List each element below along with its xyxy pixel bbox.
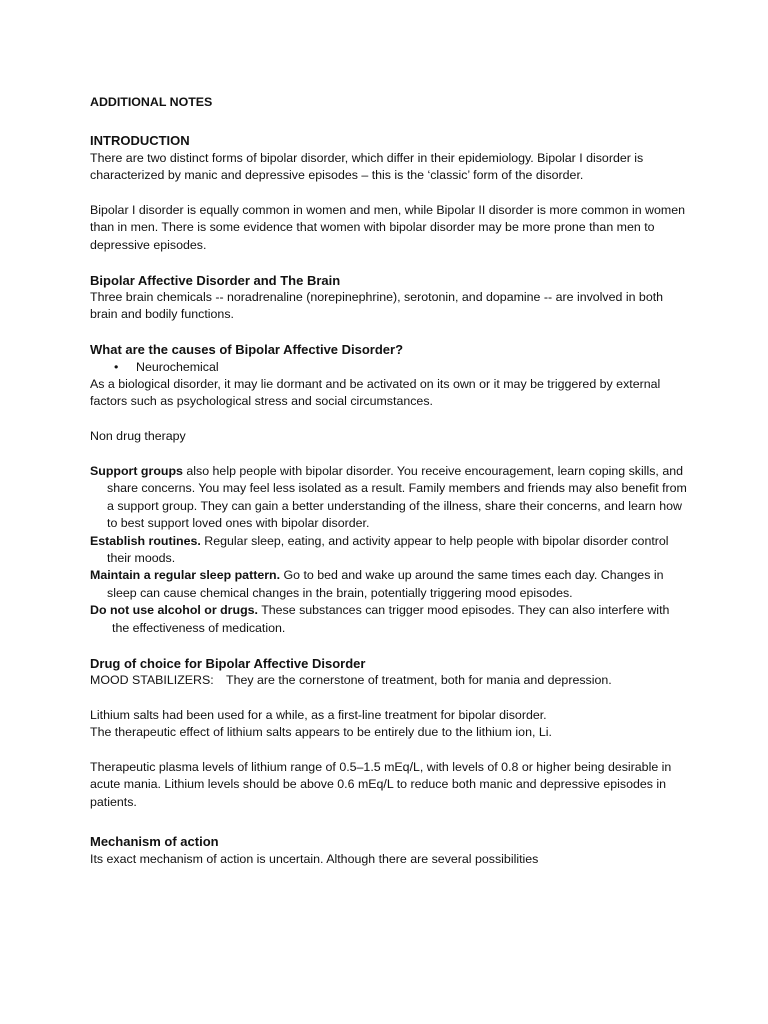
non-drug-item — [90, 602, 690, 637]
lithium-paragraph-1: Lithium salts had been used for a while, as a first-line treatment for bipolar disorder. — [90, 707, 547, 722]
non-drug-item — [90, 567, 690, 602]
mood-stabilizers-line — [90, 672, 690, 689]
non-drug-item-term: Establish routines. — [90, 533, 201, 548]
brain-heading: Bipolar Affective Disorder and The Brain — [90, 272, 341, 288]
brain-paragraph: Three brain chemicals -- noradrenaline (norepinephrine), serotonin, and dopamine -- are involved in both brain and bodily functions. — [90, 290, 664, 322]
mood-stabilizers-text: They are the cornerstone of treatment, both for mania and depression. — [226, 672, 612, 687]
non-drug-item-term: Do not use alcohol or drugs. — [90, 603, 258, 618]
causes-heading: What are the causes of Bipolar Affective Disorder? — [90, 342, 404, 358]
lithium-paragraph-2: The therapeutic effect of lithium salts appears to be entirely due to the lithium ion, Li. — [90, 725, 552, 740]
non-drug-item-text: These substances can trigger mood episodes. They can also interfere with the effectiveness of medication. — [112, 603, 670, 635]
mechanism-paragraph: Its exact mechanism of action is uncertain. Although there are several possibilities — [90, 851, 539, 866]
non-drug-item-text: also help people with bipolar disorder. You receive encouragement, learn coping skills, and share concerns. You may feel less isolated as a result. Family members and friends may also benefit from a support group. They can gain a better understanding of the illness, share their concerns, and learn how to best support loved ones with bipolar disorder. — [107, 464, 687, 531]
introduction-paragraph-1: There are two distinct forms of bipolar disorder, which differ in their epidemiology. Bipolar I disorder is characterized by manic and depressive episodes – this is the ‘classic’ form of the disorder. — [90, 150, 644, 183]
mood-stabilizers-label: MOOD STABILIZERS: — [90, 672, 214, 687]
introduction-heading: INTRODUCTION — [90, 133, 190, 149]
non-drug-item-text: Regular sleep, eating, and activity appear to help people with bipolar disorder control their moods. — [107, 533, 669, 566]
non-drug-item-text: Go to bed and wake up around the same times each day. Changes in sleep can cause chemical changes in the brain, potentially triggering mood episodes. — [107, 568, 664, 600]
bullet-item-neurochemical — [90, 359, 690, 376]
document-page — [90, 94, 690, 868]
bullet-text: Neurochemical — [136, 359, 219, 374]
non-drug-item-term: Support groups — [90, 464, 183, 479]
causes-paragraph: As a biological disorder, it may lie dormant and be activated on its own or it may be triggered by external factors such as psychological stress and social circumstances. — [90, 377, 661, 409]
non-drug-item-term: Maintain a regular sleep pattern. — [90, 568, 281, 583]
introduction-paragraph-2: Bipolar I disorder is equally common in women and men, while Bipolar II disorder is more common in women than in men. There is some evidence that women with bipolar disorder may be more prone than men to depressive episodes. — [90, 203, 686, 252]
non-drug-therapy-label: Non drug therapy — [90, 429, 186, 444]
non-drug-item — [90, 533, 690, 568]
non-drug-item — [90, 463, 690, 533]
mechanism-heading: Mechanism of action — [90, 834, 219, 850]
document-title: ADDITIONAL NOTES — [90, 95, 213, 109]
lithium-levels-paragraph: Therapeutic plasma levels of lithium range of 0.5–1.5 mEq/L, with levels of 0.8 or higher being desirable in acute mania. Lithium levels should be above 0.6 mEq/L to reduce both manic and depressive episodes in patients. — [90, 759, 672, 809]
bullet-icon: • — [114, 359, 119, 374]
drug-heading: Drug of choice for Bipolar Affective Disorder — [90, 655, 366, 671]
